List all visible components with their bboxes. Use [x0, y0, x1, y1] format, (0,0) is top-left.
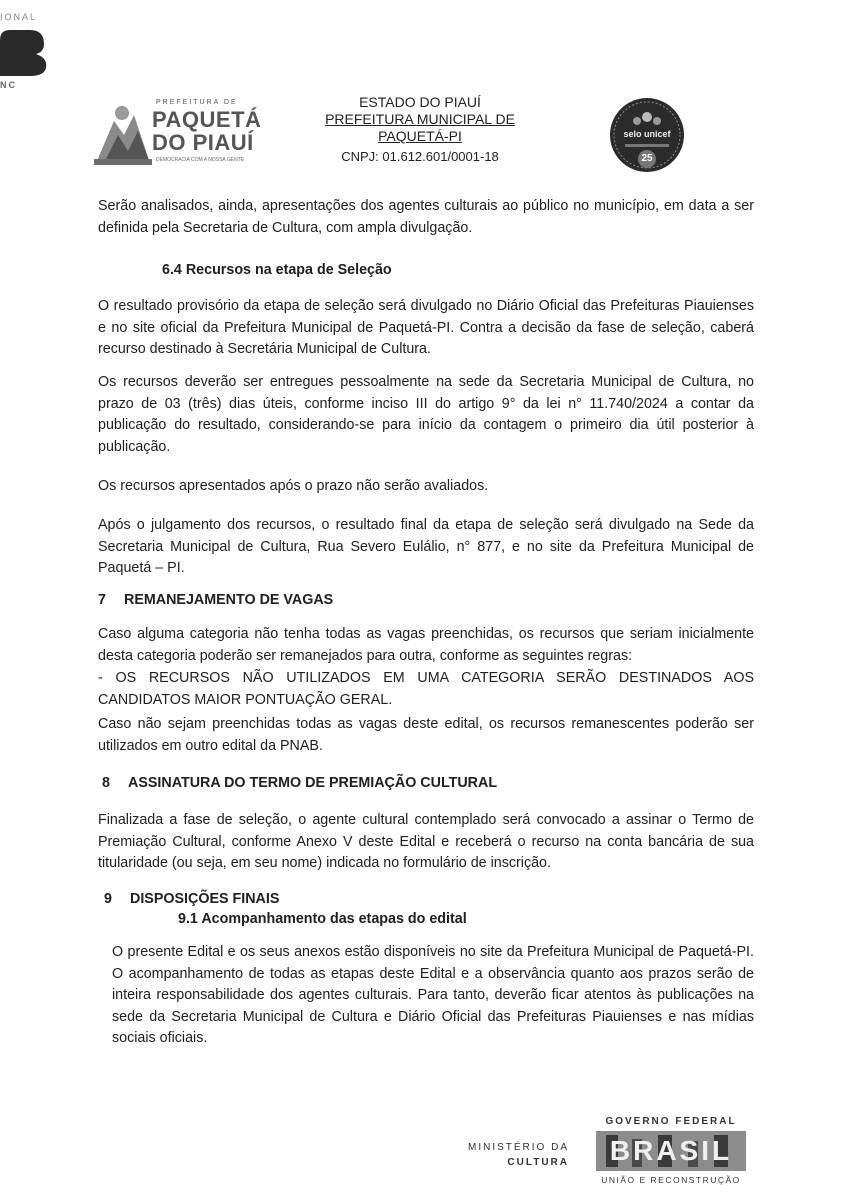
ministerio-cultura-logo [468, 1140, 569, 1170]
heading-8-title: ASSINATURA DO TERMO DE PREMIAÇÃO CULTURAL [128, 775, 498, 791]
paragraph-presente-edital: O presente Edital e os seus anexos estão disponíveis no site da Prefeitura Municipal de Paquetá-PI. O acompanhamento de todas as etapas deste Edital e a observância quanto aos prazos serão de inteira responsabilidade dos agentes culturais. Para tanto, deverão ficar atentos às publicações na sede da Secretaria Municipal de Cultura e Diário Oficial das Prefeituras Piauienses e nas mídias sociais oficiais. [112, 944, 754, 1046]
heading-9-1: 9.1 Acompanhamento das etapas do edital [178, 911, 467, 927]
cnpj: CNPJ: 01.612.601/0001-18 [341, 149, 499, 164]
ministerio-line1: MINISTÉRIO DA [468, 1142, 570, 1153]
paragraph-julgamento: Após o julgamento dos recursos, o resultado final da etapa de seleção será divulgado na Sede da Secretaria Municipal de Cultura, Rua Severo Eulálio, n° 877, e no site da Prefeitura Municipal de Paquetá – PI. [98, 517, 754, 576]
prefeitura-line1: PREFEITURA MUNICIPAL DE [325, 111, 515, 127]
heading-6-4: 6.4 Recursos na etapa de Seleção [162, 262, 392, 278]
prefeitura-line2: PAQUETÁ-PI [378, 128, 462, 144]
paragraph-apos-prazo: Os recursos apresentados após o prazo não serão avaliados. [98, 478, 489, 494]
heading-section-8 [102, 775, 497, 791]
paragraph-regra: - OS RECURSOS NÃO UTILIZADOS EM UMA CATEGORIA SERÃO DESTINADOS AOS CANDIDATOS MAIOR PONTUAÇÃO GERAL. [98, 670, 754, 708]
ministerio-line2: CULTURA [507, 1157, 570, 1168]
paqueta-logo-prefix: PREFEITURA DE [156, 99, 238, 106]
corner-logo-shape [0, 30, 48, 76]
paragraph-caso-categoria: Caso alguma categoria não tenha todas as vagas preenchidas, os recursos que seriam inicialmente desta categoria poderão ser remanejados para outra, conforme as seguintes regras: [98, 626, 754, 664]
gov-brasil-word: BRASIL [609, 1135, 733, 1166]
paqueta-logo-slogan: DEMOCRACIA COM A NOSSA GENTE [156, 157, 245, 163]
gov-brasil-wordmark [596, 1131, 746, 1171]
heading-9-title: DISPOSIÇÕES FINAIS [130, 891, 280, 907]
gov-bottom-text: UNIÃO E RECONSTRUÇÃO [601, 1175, 741, 1185]
heading-7-title: REMANEJAMENTO DE VAGAS [124, 592, 334, 608]
corner-logo-top-text: IONAL [0, 12, 38, 22]
governo-federal-logo [596, 1116, 746, 1185]
heading-section-9 [104, 891, 279, 907]
heading-9-number: 9 [104, 891, 112, 907]
paqueta-logo-emblem [94, 101, 152, 167]
document-header [300, 94, 540, 165]
heading-7-number: 7 [98, 592, 106, 608]
paragraph-caso-vagas: Caso não sejam preenchidas todas as vagas deste edital, os recursos remanescentes poderão ser utilizados em outro edital da PNAB. [98, 716, 754, 754]
state-name: ESTADO DO PIAUÍ [359, 94, 481, 110]
heading-section-7 [98, 592, 333, 608]
heading-8-number: 8 [102, 775, 110, 791]
paqueta-logo-line2: DO PIAUÍ [152, 130, 254, 155]
paragraph-resultado: O resultado provisório da etapa de seleção será divulgado no Diário Oficial das Prefeituras Piauienses e no site oficial da Prefeitura Municipal de Paquetá-PI. Contra a decisão da fase de seleção, caberá recurso destinado à Secretária Municipal de Cultura. [98, 298, 754, 357]
gov-top-text: GOVERNO FEDERAL [605, 1116, 737, 1127]
paqueta-logo-line1: PAQUETÁ [152, 107, 262, 132]
paragraph-finalizada: Finalizada a fase de seleção, o agente cultural contemplado será convocado a assinar o Termo de Premiação Cultural, conforme Anexo V deste Edital e receberá o recurso na conta bancária de sua titularidade (ou seja, em seu nome) indicada no formulário de inscrição. [98, 812, 754, 871]
corner-logo [0, 0, 60, 95]
corner-logo-bottom-text: NC [0, 80, 17, 90]
unicef-seal [607, 95, 687, 175]
unicef-seal-number: 25 [641, 153, 653, 164]
paragraph-recursos-entregues: Os recursos deverão ser entregues pessoalmente na sede da Secretaria Municipal de Cultura, no prazo de 03 (três) dias úteis, conforme inciso III do artigo 9° da lei n° 11.740/2024 a contar da publicação do resultado, considerando-se para início da contagem o primeiro dia útil posterior à publicação. [98, 374, 754, 455]
paragraph-intro: Serão analisados, ainda, apresentações dos agentes culturais ao público no município, em data a ser definida pela Secretaria de Cultura, com ampla divulgação. [98, 198, 754, 236]
paqueta-logo [94, 97, 262, 172]
unicef-seal-text: selo unicef [623, 129, 671, 139]
